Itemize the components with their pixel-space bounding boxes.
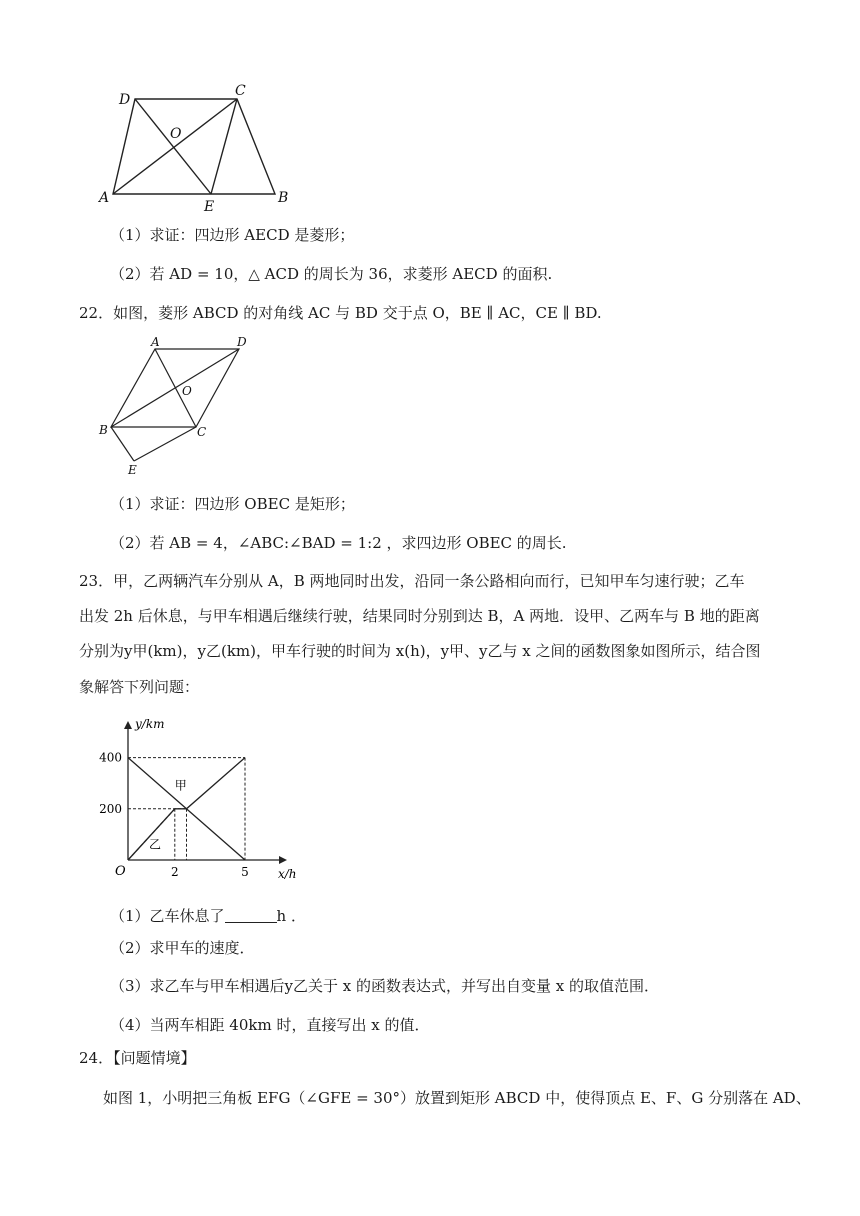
q23-part1-text: （1）乙车休息了 <box>110 907 225 925</box>
q23-stem-line2: 出发 2h 后休息，与甲车相遇后继续行驶，结果同时分别到达 B，A 两地．设甲、乙两车与 B 地的距离 <box>79 607 760 625</box>
q23-part1 <box>110 906 306 926</box>
q24-stem: 24．【问题情境】 <box>79 1049 196 1067</box>
q23-stem-line3: 分别为y甲(km)，y乙(km)，甲车行驶的时间为 x(h)，y甲、y乙与 x 之间的函数图象如图所示，结合图 <box>79 642 761 660</box>
q22-part2: （2）若 AB = 4，∠ABC:∠BAD = 1:2 ，求四边形 OBEC 的周长. <box>110 534 567 552</box>
x-tick-label: 5 <box>241 865 249 879</box>
q23-part4: （4）当两车相距 40km 时，直接写出 x 的值． <box>110 1016 430 1034</box>
q23-part2: （2）求甲车的速度． <box>110 939 255 957</box>
figure-rhombus-abcd <box>95 335 265 480</box>
label-b: B <box>278 190 289 206</box>
q23-stem-line1: 23．甲，乙两辆汽车分别从 A，B 两地同时出发，沿同一条公路相向而行，已知甲车匀速行驶；乙车 <box>79 572 745 590</box>
label-o: O <box>170 126 182 142</box>
label-c: C <box>235 83 246 99</box>
distance-time-chart <box>95 712 315 887</box>
answer-blank[interactable] <box>225 908 277 923</box>
q23-part1-unit: h ． <box>276 907 306 925</box>
label-a: A <box>151 335 160 349</box>
q24-line1: 如图 1，小明把三角板 EFG（∠GFE = 30°）放置到矩形 ABCD 中，使得顶点 E、F、G 分别落在 AD、 <box>103 1089 811 1107</box>
y-tick-label: 200 <box>99 801 122 816</box>
q23-stem-line4: 象解答下列问题： <box>79 678 200 696</box>
label-o: O <box>182 384 192 398</box>
label-b: B <box>99 423 108 437</box>
q23-part3: （3）求乙车与甲车相遇后y乙关于 x 的函数表达式，并写出自变量 x 的取值范围． <box>110 977 660 995</box>
y-tick-label: 400 <box>99 750 122 765</box>
figure-rhombus-aecd <box>95 80 305 215</box>
y-axis-arrow <box>124 721 132 729</box>
label-e: E <box>128 463 137 477</box>
x-tick-label: 2 <box>170 865 179 879</box>
label-c: C <box>197 425 207 439</box>
label-d: D <box>119 92 131 108</box>
label-a: A <box>99 190 110 206</box>
q22-part1: （1）求证：四边形 OBEC 是矩形； <box>110 495 355 513</box>
series-jia-label: 甲 <box>174 778 187 793</box>
label-d: D <box>237 335 247 349</box>
x-axis-arrow <box>279 856 287 864</box>
y-axis-label: y/km <box>135 717 165 731</box>
series-yi-label: 乙 <box>149 837 162 852</box>
origin-label: O <box>115 864 126 879</box>
q21-part2: （2）若 AD = 10，△ ACD 的周长为 36，求菱形 AECD 的面积. <box>110 265 553 283</box>
x-axis-label: x/h <box>278 867 297 881</box>
label-e: E <box>204 199 215 215</box>
q21-part1: （1）求证：四边形 AECD 是菱形； <box>110 226 355 244</box>
q22-stem: 22．如图，菱形 ABCD 的对角线 AC 与 BD 交于点 O，BE ∥ AC，CE ∥ BD. <box>79 304 602 322</box>
